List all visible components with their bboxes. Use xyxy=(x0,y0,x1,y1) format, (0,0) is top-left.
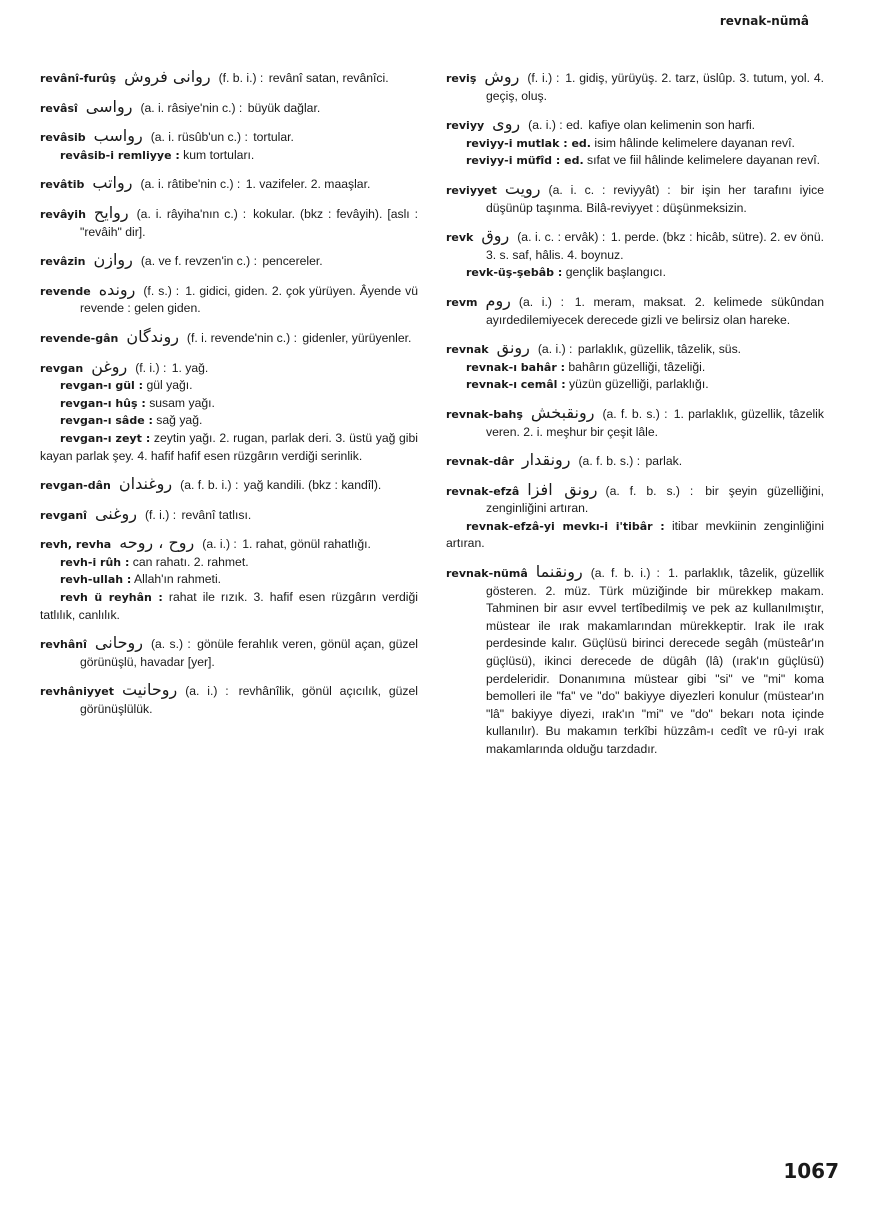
grammar-note: (f. i.) : xyxy=(135,360,167,375)
grammar-note: (a. i.) : ed. xyxy=(528,118,584,133)
arabic-script: روانى فروش xyxy=(124,67,211,86)
definition: gönüle ferahlık veren, gönül açan, güzel görünüşlü, havadar [yer]. xyxy=(80,637,419,669)
definition: 1. parlaklık, güzellik, tâzelik veren. 2. i. meşhur bir çeşit lâle. xyxy=(486,406,824,439)
arabic-script: روازن xyxy=(93,250,133,270)
sub-entry xyxy=(446,518,824,553)
grammar-note: (a. i. râsiye'nin c.) : xyxy=(140,100,243,115)
page-number: 1067 xyxy=(783,1159,839,1183)
headword: revh ü reyhân : xyxy=(60,591,163,605)
definition: pencereler. xyxy=(262,254,323,269)
definition: yağ kandili. (bkz : kandîl). xyxy=(243,478,382,493)
sub-entry xyxy=(40,554,418,572)
headword: revnak-efzâ xyxy=(446,484,520,498)
definition: susam yağı. xyxy=(149,395,215,410)
definition: gül yağı. xyxy=(146,378,193,393)
dictionary-entry xyxy=(40,174,418,194)
arabic-script: روحانيت xyxy=(121,680,178,700)
definition: sıfat ve fiil hâlinde kelimelere dayanan revî. xyxy=(587,153,821,168)
grammar-note: (a. f. b. s.) : xyxy=(605,483,694,498)
headword: reviş xyxy=(446,72,477,85)
headword: revh, revha xyxy=(40,538,112,552)
headword: revâsî xyxy=(40,101,78,115)
definition: Allah'ın rahmeti. xyxy=(134,572,222,587)
dictionary-entry xyxy=(40,251,418,271)
arabic-script: روم xyxy=(485,290,511,310)
definition: 1. meram, maksat. 2. kelimede sükûndan ayırdedilemiyecek derecede gizli ve belirsiz olan hareke. xyxy=(486,294,824,327)
headword: revâsib-i remliyye : xyxy=(60,148,180,162)
arabic-script: رواتب xyxy=(92,173,133,193)
grammar-note: (f. b. i.) : xyxy=(218,71,264,85)
arabic-script: رواسب xyxy=(93,126,143,146)
dictionary-entry xyxy=(40,127,418,147)
definition: 1. gidici, giden. 2. çok yürüyen. Âyende vü revende : gelen giden. xyxy=(80,283,418,316)
sub-entry xyxy=(446,152,824,170)
dictionary-entry xyxy=(40,281,418,318)
definition: parlak. xyxy=(645,454,683,469)
definition: revânî tatlısı. xyxy=(181,507,252,522)
dictionary-entry xyxy=(40,328,418,348)
sub-entry xyxy=(40,412,418,430)
right-column xyxy=(446,68,824,759)
headword: revende-gân xyxy=(40,331,119,345)
definition: isim hâlinde kelimelere dayanan revî. xyxy=(594,135,795,150)
headword: revnak-dâr xyxy=(446,455,514,469)
headword: revende xyxy=(40,284,91,298)
dictionary-entry xyxy=(446,227,824,264)
arabic-script: روى xyxy=(492,114,521,134)
definition: 1. parlaklık, tâzelik, güzellik gösteren. 2. müz. Türk müziğinde bir mürekkep makam. Tahminen bir asır evvel tertîbedilmiş ve pek az kullanılmıştır, müstear ile ırak makamlarından mürekkeptir. Irak ile ırak perdesinde kalır. Güçlüsü birinci derecede segâh (müsteâr'ın güçlüsü), ikinci derecede de dügâh (lâ) (ırak'ın güçlüsü) perdeleridir. Donanımına müstear gibi "si" ve "mi" koma bemolleri ile "fa" ve "do" bakiyye diyezleri konulur (müstear'ın "lâ" bakiyye diyezi, ırak'ın "mi" ve "do" bekarı nota içinde kullanılır). Bu makamın terkîbi hüzzâm-ı cedît ve rû-yi ırak makamlarında olduğu tarzdadır. xyxy=(486,566,824,756)
headword: revh-i rûh : xyxy=(60,555,130,569)
arabic-script: رونده xyxy=(98,279,136,299)
definition: gidenler, yürüyenler. xyxy=(302,330,412,345)
sub-entry xyxy=(40,589,418,624)
headword: revgan-dân xyxy=(40,479,111,493)
definition: revânî satan, revânîci. xyxy=(268,71,389,85)
definition: parlaklık, güzellik, tâzelik, süs. xyxy=(577,342,742,357)
dictionary-entry xyxy=(446,481,824,518)
grammar-note: (a. i.) : xyxy=(518,294,564,309)
grammar-note: (f. i.) : xyxy=(144,507,177,522)
definition: revhânîlik, gönül açıcılık, güzel görünüşlülük. xyxy=(80,684,418,717)
definition: itibar mevkiinin zenginliğini artıran. xyxy=(446,518,824,551)
headword: reviyy-i müfîd : ed. xyxy=(466,154,584,168)
grammar-note: (f. i. revende'nin c.) : xyxy=(186,330,297,345)
definition: 1. rahat, gönül rahatlığı. xyxy=(242,537,371,552)
headword: revgan-ı hûş : xyxy=(60,396,146,410)
sub-entry xyxy=(446,376,824,394)
arabic-script: رونقبخش xyxy=(530,402,595,422)
dictionary-entry xyxy=(40,98,418,118)
headword: revâsib xyxy=(40,131,86,145)
definition: bir şeyin güzelliğini, zenginliğini artıran. xyxy=(486,483,825,516)
grammar-note: (a. i. râyiha'nın c.) : xyxy=(136,206,247,221)
grammar-note: (a. ve f. revzen'in c.) : xyxy=(140,254,257,269)
definition: 1. yağ. xyxy=(171,360,209,375)
dictionary-entry xyxy=(446,115,824,135)
dictionary-entry xyxy=(40,358,418,378)
headword: revgan-ı zeyt : xyxy=(60,431,151,445)
arabic-script: رونقنما xyxy=(535,562,583,582)
arabic-script: رواسى xyxy=(85,96,133,116)
headword: revnak-bahş xyxy=(446,407,523,421)
grammar-note: (f. s.) : xyxy=(143,283,180,298)
headword: revhâniyyet xyxy=(40,685,114,699)
sub-entry xyxy=(40,395,418,413)
arabic-script: روغن xyxy=(91,356,128,376)
definition: kokular. (bkz : fevâyih). [aslı : "revâih" dir]. xyxy=(80,206,419,239)
dictionary-entry xyxy=(446,339,824,359)
grammar-note: (a. i. rüsûb'un c.) : xyxy=(150,130,248,145)
arabic-script: رونق افزا xyxy=(527,479,598,499)
dictionary-entry xyxy=(446,563,824,759)
headword: revâzin xyxy=(40,255,86,269)
definition: can rahatı. 2. rahmet. xyxy=(132,554,249,569)
headword: revk xyxy=(446,231,474,245)
arabic-script: رونقدار xyxy=(521,450,571,470)
arabic-script: روق xyxy=(481,226,510,246)
sub-entry xyxy=(40,430,418,465)
definition: rahat ile rızık. 3. hafif esen rüzgârın verdiği tatlılık, canlılık. xyxy=(40,590,419,622)
headword: revgan-ı gül : xyxy=(60,379,144,393)
sub-entry xyxy=(40,571,418,589)
sub-entry xyxy=(446,264,824,282)
dictionary-entry xyxy=(446,404,824,441)
arabic-script: روايح xyxy=(93,202,129,222)
grammar-note: (a. i.) : xyxy=(537,342,573,357)
running-head: revnak-nümâ xyxy=(719,14,809,28)
dictionary-entry xyxy=(40,634,418,671)
headword: revâyih xyxy=(40,207,86,221)
definition: kafiye olan kelimenin son harfi. xyxy=(588,118,756,133)
headword: revânî-furûş xyxy=(40,72,117,85)
dictionary-entry xyxy=(40,505,418,525)
definition: 1. gidiş, yürüyüş. 2. tarz, üslûp. 3. tutum, yol. 4. geçiş, oluş. xyxy=(486,71,824,103)
sub-entry xyxy=(446,135,824,153)
grammar-note: (a. i.) : xyxy=(202,537,237,552)
arabic-script: روح ، روحه xyxy=(119,533,195,553)
grammar-note: (a. f. b. i.) : xyxy=(590,566,660,581)
headword: reviyy xyxy=(446,119,485,133)
dictionary-entry xyxy=(446,68,824,105)
grammar-note: (a. f. b. s.) : xyxy=(578,454,641,469)
dictionary-entry xyxy=(40,681,418,718)
dictionary-entry xyxy=(446,292,824,329)
grammar-note: (a. i. c. : reviyyât) : xyxy=(548,182,671,197)
grammar-note: (a. f. b. s.) : xyxy=(602,406,668,421)
headword: revgan xyxy=(40,361,84,375)
grammar-note: (a. f. b. i.) : xyxy=(180,478,239,493)
headword: reviyyet xyxy=(446,183,497,197)
dictionary-entry xyxy=(40,68,418,88)
grammar-note: (a. i. c. : ervâk) : xyxy=(517,230,606,245)
headword: revnak-ı bahâr : xyxy=(466,360,565,374)
grammar-note: (f. i.) : xyxy=(527,71,560,85)
definition: tortular. xyxy=(253,130,294,145)
definition: sağ yağ. xyxy=(156,413,203,428)
definition: zeytin yağı. 2. rugan, parlak deri. 3. üstü yağ gibi kayan parlak şey. 4. hafif hafif esen rüzgârın verdiği serinlik. xyxy=(40,430,418,463)
headword: revnak-ı cemâl : xyxy=(466,378,566,392)
dictionary-entry xyxy=(40,534,418,554)
headword: revgan-ı sâde : xyxy=(60,414,153,428)
left-column xyxy=(40,68,418,719)
sub-entry xyxy=(40,147,418,165)
definition: gençlik başlangıcı. xyxy=(565,265,666,280)
arabic-script: روحانى xyxy=(94,633,143,653)
arabic-script: روش xyxy=(484,67,520,86)
dictionary-entry xyxy=(40,204,418,241)
headword: revâtib xyxy=(40,178,85,192)
arabic-script: روغندان xyxy=(118,474,173,494)
dictionary-entry xyxy=(446,180,824,217)
definition: bahârın güzelliği, tâzeliği. xyxy=(568,359,706,374)
arabic-script: روغنى xyxy=(94,503,137,523)
dictionary-entry xyxy=(40,475,418,495)
headword: reviyy-i mutlak : ed. xyxy=(466,136,591,150)
headword: revnak xyxy=(446,343,489,357)
arabic-script: رونق xyxy=(496,338,530,358)
definition: kum tortuları. xyxy=(183,147,255,162)
headword: revh-ullah : xyxy=(60,573,132,587)
sub-entry xyxy=(40,377,418,395)
headword: revganî xyxy=(40,508,87,522)
headword: revnak-nümâ xyxy=(446,567,528,581)
headword: revk-üş-şebâb : xyxy=(466,266,563,280)
dictionary-entry xyxy=(446,451,824,471)
arabic-script: رويت xyxy=(504,178,541,198)
arabic-script: روندگان xyxy=(126,326,179,346)
grammar-note: (a. i.) : xyxy=(185,684,229,699)
sub-entry xyxy=(446,359,824,377)
headword: revnak-efzâ-yi mevkı-i i'tibâr : xyxy=(466,519,665,533)
definition: 1. perde. (bkz : hicâb, sütre). 2. ev önü. 3. s. saf, hâlis. 4. boynuz. xyxy=(486,230,824,262)
grammar-note: (a. s.) : xyxy=(150,637,191,652)
definition: büyük dağlar. xyxy=(247,100,321,115)
definition: 1. vazifeler. 2. maaşlar. xyxy=(245,177,371,192)
definition: bir işin her tarafını iyice düşünüp taşınma. Bilâ-reviyyet : düşünmeksizin. xyxy=(486,182,825,215)
headword: revhânî xyxy=(40,638,87,652)
grammar-note: (a. i. râtibe'nin c.) : xyxy=(140,177,241,192)
headword: revm xyxy=(446,295,478,309)
definition: yüzün güzelliği, parlaklığı. xyxy=(569,377,709,392)
